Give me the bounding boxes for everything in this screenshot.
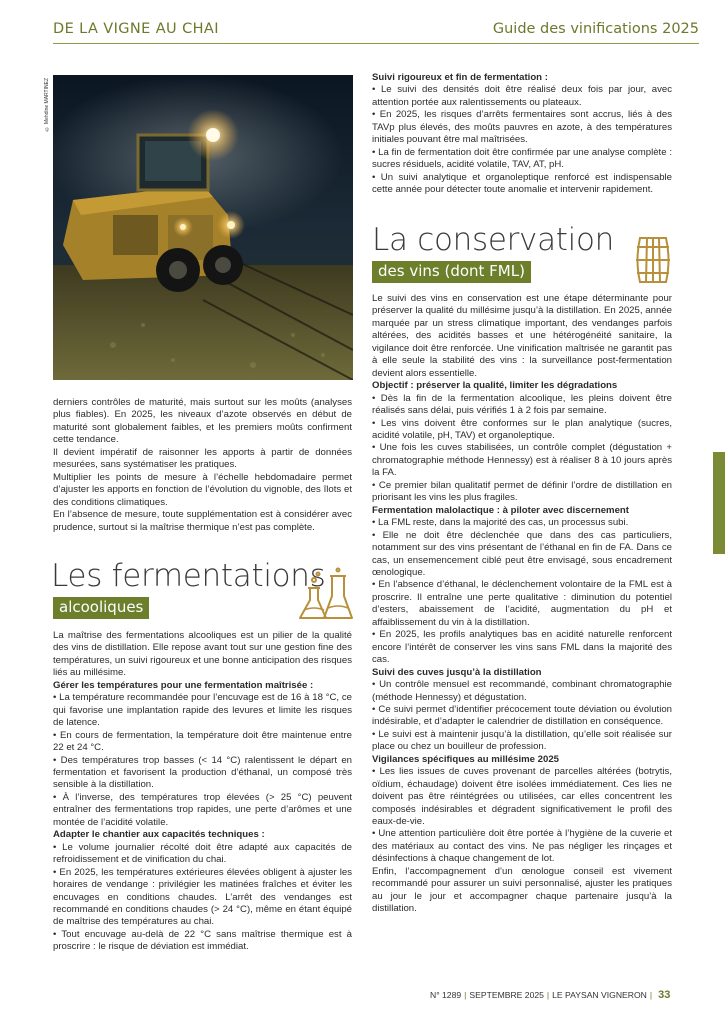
list-item: • En 2025, les températures extérieures élevées obligent à ajuster les horaires de vendange : privilégier les matinées fraîches et éviter les encuvages en conditions chaudes. L’arrêt des vendanges est recommandé en conditions chaudes (> 24 °C), même en étant équipé de maîtrise des températures au chai.: [53, 866, 352, 928]
harvester-photo: [53, 75, 353, 380]
list-item: • Une attention particulière doit être portée à l’hygiène de la cuverie et des matériaux au contact des vins. Ne pas négliger les rinçages et désinfections à chaque changement de lot.: [372, 828, 672, 865]
page-header: [0, 0, 725, 44]
side-tab-marker: [713, 452, 725, 554]
paragraph: En l’absence de mesure, toute supplémentation est à considérer avec prudence, surtout si la maîtrise thermique n’est pas complète.: [53, 509, 352, 533]
section-subtitle-vins: des vins (dont FML): [372, 261, 531, 283]
list-item: • La FML reste, dans la majorité des cas, un processus subi.: [372, 517, 629, 529]
paragraph: Il devient impératif de raisonner les apports à partir de données mesurées, sans systématiser les pratiques.: [53, 446, 352, 471]
issue-number: N° 1289: [430, 990, 462, 1000]
right-column-conservation: [372, 293, 672, 916]
subheading: Suivi rigoureux et fin de fermentation :: [372, 72, 548, 83]
list-item: • En l’absence d’éthanal, le déclenchement volontaire de la FML est à proscrire. Il entraîne une perte qualitative : diminution du potentiel d’esters, abaissement de l’acidité, augmentation du pH et affaiblissement du vin à la distillation.: [372, 579, 672, 628]
footer-separator: |: [649, 990, 653, 1000]
subheading: Suivi des cuves jusqu’à la distillation: [372, 666, 542, 678]
footer-separator: |: [546, 990, 550, 1000]
subheading: Vigilances spécifiques au millésime 2025: [372, 753, 559, 765]
section-title-fermentations: Les fermentations: [51, 558, 326, 594]
list-item: • Un contrôle mensuel est recommandé, combinant chromatographie (méthode Hennessy) et dégustation.: [372, 679, 672, 703]
list-item: • La température recommandée pour l’encuvage est de 16 à 18 °C, ce qui favorise une implantation rapide des levures et limite les risques de latence.: [53, 692, 352, 729]
list-item: • Une fois les cuves stabilisées, un contrôle complet (dégustation + chromatographie méthode Hennessy) est à réaliser 8 à 10 jours après la FA.: [372, 442, 672, 479]
paragraph: Enfin, l’accompagnement d’un œnologue conseil est vivement recommandé pour assurer un suivi personnalisé, ajuster les pratiques au jour le jour et accompagner chaque partenaire jusqu’à la distillation.: [372, 865, 672, 915]
page-number: 33: [658, 989, 671, 1001]
subheading: Gérer les températures pour une fermentation maîtrisée :: [53, 679, 314, 691]
list-item: • Les lies issues de cuves provenant de parcelles altérées (botrytis, oïdium, échaudage) doivent être isolées immédiatement. Ces lies ne doivent pas être réintégrées ou utilisées, car elles concentrent les composés indésirables et dégradent significativement le profil des eaux-de-vie.: [372, 766, 672, 828]
list-item: • En cours de fermentation, la température doit être maintenue entre 22 et 24 °C.: [53, 729, 352, 754]
paragraph: La maîtrise des fermentations alcooliques est un pilier de la qualité des vins de distillation. Elle repose avant tout sur une gestion fine des températures, un suivi rigoureux et une bonne anticipation des risques liés au millésime.: [53, 630, 352, 679]
header-divider: [53, 43, 699, 44]
list-item: • Tout encuvage au-delà de 22 °C sans maîtrise thermique est à proscrire : le risque de déviation est immédiat.: [53, 928, 352, 953]
guide-title: Guide des vinifications 2025: [492, 21, 699, 37]
page-footer: [430, 989, 670, 1001]
paragraph: Multiplier les points de mesure à l’échelle hebdomadaire permet d’ajuster les apports en fonction de l’évolution du vignoble, des îlots et des conditions climatiques.: [53, 471, 352, 508]
list-item: • La fin de fermentation doit être confirmée par une analyse complète : sucres résiduels, acidité volatile, TAV, AT, pH.: [372, 146, 672, 171]
paragraph: derniers contrôles de maturité, mais surtout sur les moûts (analyses plus fiables). En 2025, les niveaux d’azote observés en début de maturité sont globalement faibles, et les premiers moûts confirment cette tendance.: [53, 397, 352, 446]
list-item: • Ce suivi permet d’identifier précocement toute déviation ou évolution indésirable, et d’adapter le calendrier de distillation en conséquence.: [372, 703, 672, 728]
subheading: Adapter le chantier aux capacités techniques :: [53, 829, 265, 841]
list-item: • Un suivi analytique et organoleptique renforcé est indispensable cette année pour détecter toute anomalie et intervenir rapidement.: [372, 171, 672, 196]
list-item: • En 2025, les profils analytiques bas en acidité naturelle renforcent encore l’intérêt de conserver les vins sans FML dans la majorité des cas.: [372, 629, 672, 666]
section-subtitle-alcooliques: alcooliques: [53, 597, 149, 619]
paragraph: Le suivi des vins en conservation est une étape déterminante pour préserver la qualité du millésime jusqu’à la distillation. En 2025, année marquée par un stress climatique important, des vendanges parfois altérées, des acidités basses et une hétérogénéité sanitaire, la vigilance doit être renforcée. Une vinification maîtrisée ne garantit pas à elle seule la stabilité des vins : la surveillance post-fermentation devient alors essentielle.: [372, 293, 672, 379]
list-item: • Le suivi des densités doit être réalisé deux fois par jour, avec attention portée aux ralentissements ou plateaux.: [372, 84, 672, 108]
footer-separator: |: [464, 990, 467, 1000]
list-item: • Des températures trop basses (< 14 °C) ralentissent le départ en fermentation et favorisent la production d’éthanal, un composé très sensible à la distillation.: [53, 754, 352, 791]
subheading: Fermentation malolactique : à piloter avec discernement: [372, 504, 629, 516]
list-item: • À l’inverse, des températures trop élevées (> 25 °C) peuvent entraîner des fermentations trop rapides, une perte d’arômes et une montée de l’acidité volatile.: [53, 791, 352, 828]
list-item: • Le volume journalier récolté doit être adapté aux capacités de refroidissement et de vinification du chai.: [53, 841, 352, 866]
photo-credit: © Mehdine MARTINEZ: [44, 78, 50, 132]
section-title-conservation: La conservation: [372, 222, 614, 258]
list-item: • Ce premier bilan qualitatif permet de définir l’ordre de distillation en priorisant les vins les plus fragiles.: [372, 479, 672, 504]
magazine-name: LE PAYSAN VIGNERON: [552, 990, 647, 1000]
list-item: • En 2025, les risques d’arrêts fermentaires sont accrus, liés à des TAVp plus élevés, des moûts pauvres en azote, à des températures initiales pouvant être mal maîtrisées.: [372, 109, 672, 146]
left-column-intro: [53, 397, 352, 534]
subheading: Objectif : préserver la qualité, limiter les dégradations: [372, 380, 618, 392]
section-label: DE LA VIGNE AU CHAI: [53, 21, 219, 37]
harvester-illustration: [53, 75, 353, 380]
right-column-suivi: [372, 72, 672, 197]
list-item: • Les vins doivent être conformes sur le plan analytique (sucres, acidité volatile, pH, TAV) et organoleptique.: [372, 417, 672, 441]
list-item: • Le suivi est à maintenir jusqu’à la distillation, qu’elle soit réalisée sur place ou chez un bouilleur de profession.: [372, 728, 672, 753]
barrel-icon: [634, 235, 672, 285]
issue-date: SEPTEMBRE 2025: [469, 990, 544, 1000]
lab-flasks-icon: [296, 566, 356, 624]
list-item: • Dès la fin de la fermentation alcoolique, les pleins doivent être réalisés sans délai, puis vérifiés 1 à 2 fois par semaine.: [372, 392, 672, 417]
list-item: • Elle ne doit être déclenchée que dans des cas particuliers, notamment sur des vins présentant de l’éthanal en fin de FA. Dans ce cas, un ensemencement ciblé peut être envisagé, sous encadrement œnologique.: [372, 529, 672, 578]
left-column-fermentations: [53, 630, 352, 954]
